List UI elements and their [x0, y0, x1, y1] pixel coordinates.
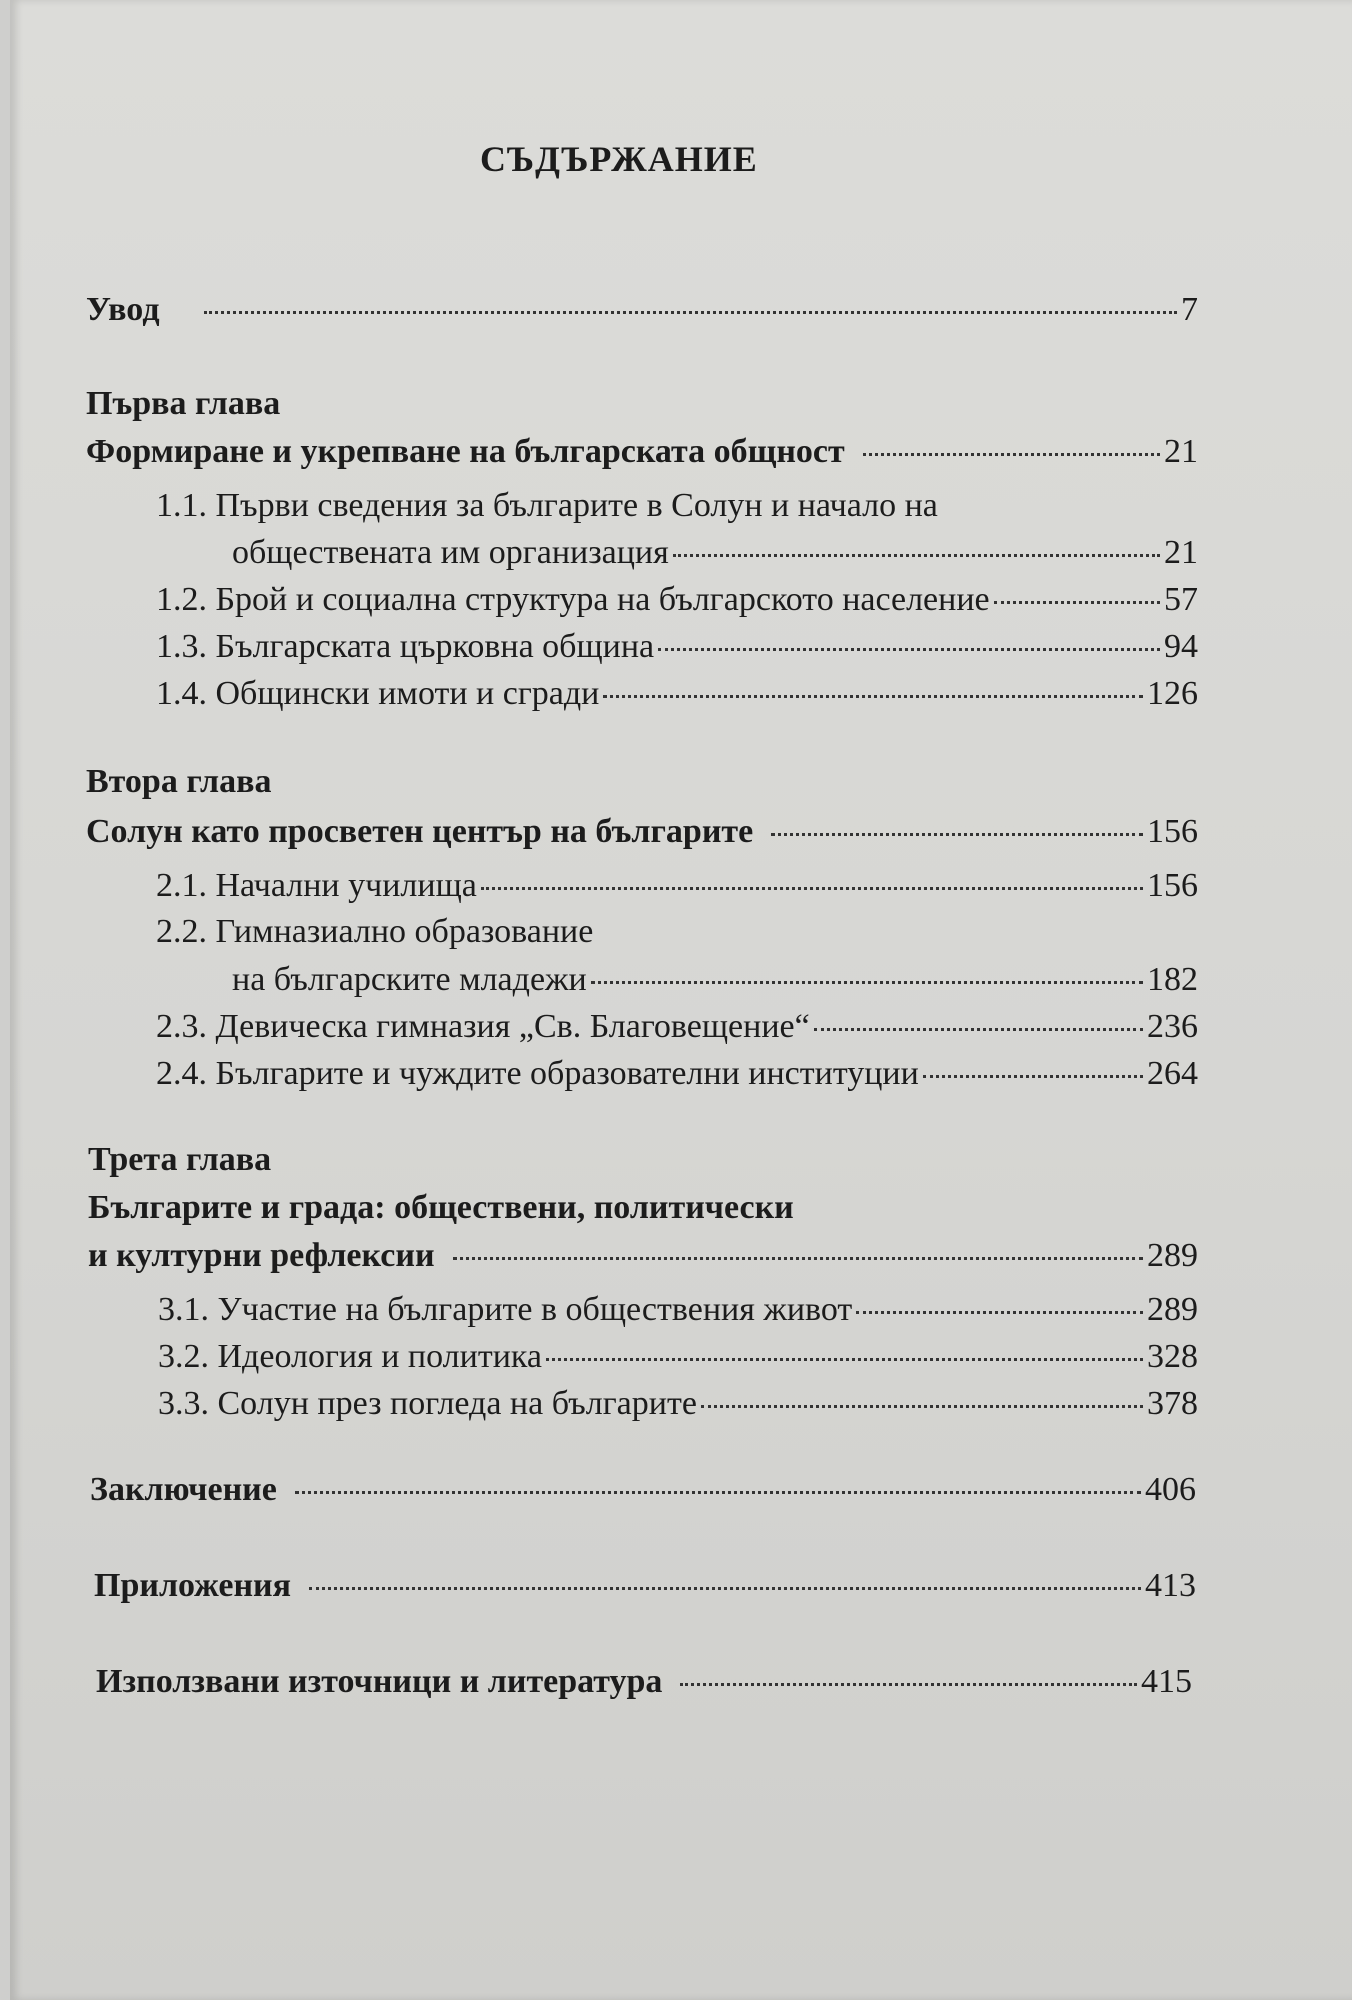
toc-entry-3-2 — [158, 1337, 1198, 1377]
toc-entry-2-1 — [156, 866, 1198, 906]
toc-page-number: 413 — [1145, 1567, 1196, 1604]
leader-dots — [923, 1075, 1143, 1078]
leader-dots — [856, 1311, 1143, 1314]
toc-page-number: 289 — [1147, 1237, 1198, 1274]
leader-dots — [295, 1491, 1141, 1494]
toc-entry-3-3 — [158, 1384, 1198, 1424]
leader-dots — [546, 1358, 1143, 1361]
toc-entry-chapter-2 — [86, 812, 1198, 852]
toc-entry-label: Приложения — [94, 1567, 292, 1604]
toc-entry-label: 3.3. Солун през погледа на българите — [158, 1385, 697, 1422]
toc-entry-appendices — [94, 1566, 1196, 1606]
toc-page-number: 406 — [1145, 1471, 1196, 1508]
toc-page-number: 415 — [1141, 1663, 1192, 1700]
toc-entry-label: 2.1. Начални училища — [156, 867, 477, 904]
toc-entry-label: Увод — [86, 291, 160, 328]
toc-page-number: 264 — [1147, 1055, 1198, 1092]
toc-entry-1-2 — [156, 580, 1198, 620]
toc-page-number: 94 — [1164, 628, 1198, 665]
toc-page-number: 126 — [1147, 675, 1198, 712]
toc-entry-label: Солун като просветен център на българите — [86, 813, 754, 850]
toc-entry-sources — [96, 1662, 1192, 1702]
toc-entry-label: 3.2. Идеология и политика — [158, 1338, 542, 1375]
chapter-heading-1: Първа глава — [86, 385, 281, 422]
leader-dots — [453, 1257, 1143, 1260]
toc-page-number: 289 — [1147, 1291, 1198, 1328]
toc-entry-2-2-line1: 2.2. Гимназиално образование — [156, 913, 594, 950]
toc-page-number: 328 — [1147, 1338, 1198, 1375]
book-page — [10, 0, 1352, 2000]
leader-dots — [863, 453, 1160, 456]
toc-page-number: 57 — [1164, 581, 1198, 618]
toc-entry-label: на българските младежи — [232, 961, 587, 998]
toc-entry-label: 2.3. Девическа гимназия „Св. Благовещение“ — [156, 1008, 810, 1045]
toc-page-number: 236 — [1147, 1008, 1198, 1045]
toc-page-number: 21 — [1164, 433, 1198, 470]
toc-entry-3-1 — [158, 1290, 1198, 1330]
leader-dots — [603, 695, 1143, 698]
leader-dots — [309, 1587, 1141, 1590]
leader-dots — [658, 648, 1160, 651]
toc-entry-2-3 — [156, 1007, 1198, 1047]
leader-dots — [771, 833, 1143, 836]
toc-entry-label: Заключение — [90, 1471, 277, 1508]
toc-entry-2-4 — [156, 1054, 1198, 1094]
toc-entry-2-2 — [232, 960, 1198, 1000]
leader-dots — [680, 1683, 1137, 1686]
leader-dots — [481, 887, 1143, 890]
toc-entry-label: Формиране и укрепване на българската общност — [86, 433, 845, 470]
toc-page-number: 156 — [1147, 867, 1198, 904]
toc-entry-label: и културни рефлексии — [88, 1237, 435, 1274]
leader-dots — [814, 1028, 1143, 1031]
chapter-heading-2: Втора глава — [86, 763, 272, 800]
chapter-heading-3: Трета глава — [88, 1141, 272, 1178]
toc-entry-label: 3.1. Участие на българите в обществения живот — [158, 1291, 853, 1328]
toc-entry-1-1 — [232, 533, 1198, 573]
page-title: СЪДЪРЖАНИЕ — [480, 139, 758, 179]
leader-dots — [591, 981, 1143, 984]
toc-entry-label: 2.4. Българите и чуждите образователни институции — [156, 1055, 919, 1092]
chapter-3-title-line1: Българите и града: обществени, политически — [88, 1189, 794, 1226]
toc-entry-label: 1.3. Българската църковна община — [156, 628, 655, 665]
toc-entry-1-1-line1: 1.1. Първи сведения за българите в Солун и начало на — [156, 487, 938, 524]
toc-entry-intro — [86, 290, 1198, 330]
toc-entry-1-4 — [156, 674, 1198, 714]
leader-dots — [701, 1405, 1143, 1408]
toc-entry-conclusion — [90, 1470, 1196, 1510]
toc-entry-label: 1.2. Брой и социална структура на българското население — [156, 581, 990, 618]
toc-page-number: 156 — [1147, 813, 1198, 850]
toc-entry-label: обществената им организация — [232, 534, 669, 571]
toc-page-number: 182 — [1147, 961, 1198, 998]
toc-entry-chapter-1 — [86, 432, 1198, 472]
toc-entry-label: Използвани източници и литература — [96, 1663, 663, 1700]
leader-dots — [673, 554, 1160, 557]
toc-page-number: 378 — [1147, 1385, 1198, 1422]
leader-dots — [204, 311, 1177, 314]
toc-entry-1-3 — [156, 627, 1198, 667]
toc-page-number: 7 — [1181, 291, 1198, 328]
leader-dots — [994, 601, 1160, 604]
toc-entry-label: 1.4. Общински имоти и сгради — [156, 675, 600, 712]
toc-entry-chapter-3 — [88, 1236, 1198, 1276]
toc-page-number: 21 — [1164, 534, 1198, 571]
